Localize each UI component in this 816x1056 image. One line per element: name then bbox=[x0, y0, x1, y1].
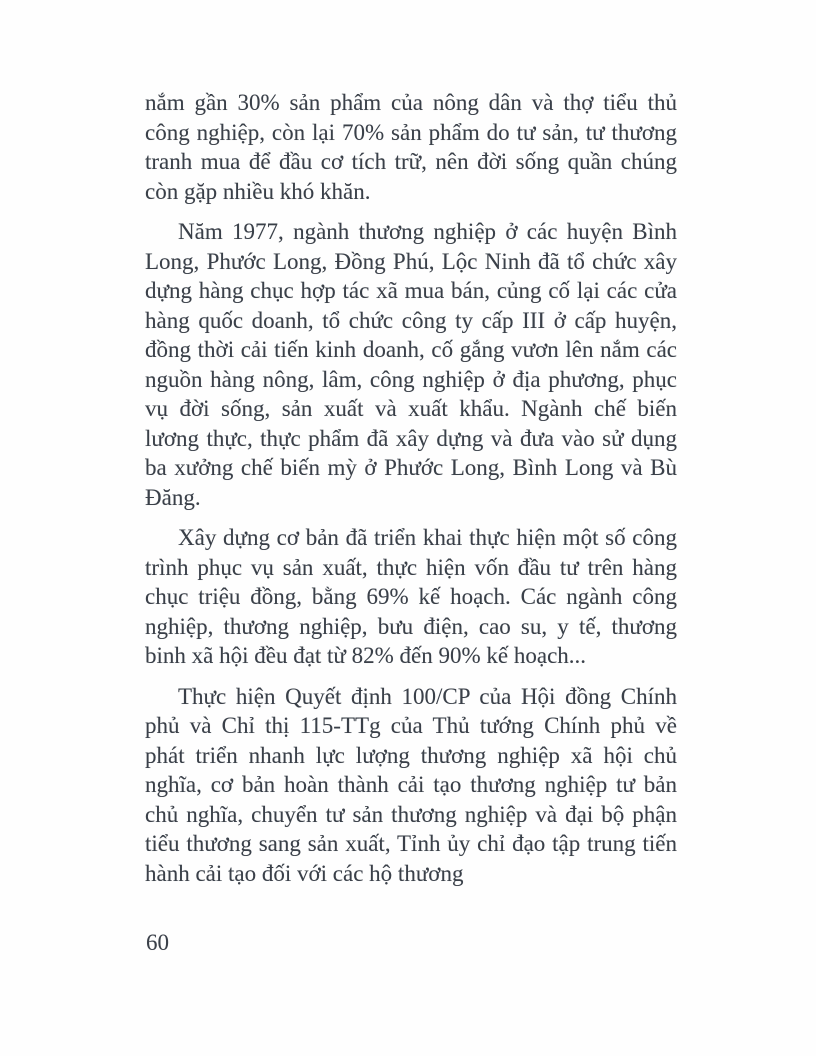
paragraph-continuation: nắm gần 30% sản phẩm của nông dân và thợ tiểu thủ công nghiệp, còn lại 70% sản phẩm do tư sản, tư thương tranh mua để đầu cơ tích trữ, nên đời sống quần chúng còn gặp nhiều khó khăn. bbox=[145, 90, 677, 204]
page-number: 60 bbox=[146, 930, 169, 955]
paragraph: Năm 1977, ngành thương nghiệp ở các huyện Bình Long, Phước Long, Đồng Phú, Lộc Ninh đã tổ chức xây dựng hàng chục hợp tác xã mua bán, củng cố lại các cửa hàng quốc doanh, tổ chức công ty cấp III ở cấp huyện, đồng thời cải tiến kinh doanh, cố gắng vươn lên nắm các nguồn hàng nông, lâm, công nghiệp ở địa phương, phục vụ đời sống, sản xuất và xuất khẩu. Ngành chế biến lương thực, thực phẩm đã xây dựng và đưa vào sử dụng ba xưởng chế biến mỳ ở Phước Long, Bình Long và Bù Đăng. bbox=[145, 219, 677, 510]
paragraph: Xây dựng cơ bản đã triển khai thực hiện một số công trình phục vụ sản xuất, thực hiện vốn đầu tư trên hàng chục triệu đồng, bằng 69% kế hoạch. Các ngành công nghiệp, thương nghiệp, bưu điện, cao su, y tế, thương binh xã hội đều đạt từ 82% đến 90% kế hoạch... bbox=[145, 525, 677, 668]
paragraph: Thực hiện Quyết định 100/CP của Hội đồng Chính phủ và Chỉ thị 115-TTg của Thủ tướng Chính phủ về phát triển nhanh lực lượng thương nghiệp xã hội chủ nghĩa, cơ bản hoàn thành cải tạo thương nghiệp tư bản chủ nghĩa, chuyển tư sản thương nghiệp và đại bộ phận tiểu thương sang sản xuất, Tỉnh ủy chỉ đạo tập trung tiến hành cải tạo đối với các hộ thương bbox=[145, 683, 677, 886]
document-page-content bbox=[145, 88, 677, 899]
